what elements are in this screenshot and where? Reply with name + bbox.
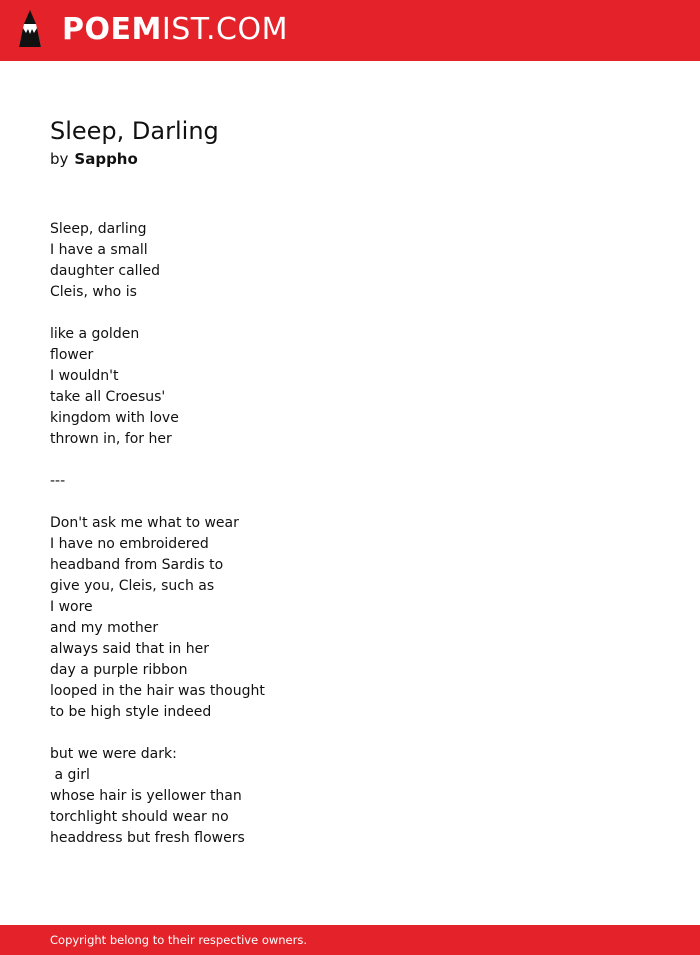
poem-line: to be high style indeed bbox=[50, 704, 212, 720]
poem-line: give you, Cleis, such as bbox=[50, 578, 215, 594]
poem-line: thrown in, for her bbox=[50, 431, 172, 447]
poem-line: I wouldn't bbox=[50, 368, 119, 384]
poem-line: torchlight should wear no bbox=[50, 809, 229, 825]
logo-bold-text: POEM bbox=[62, 12, 162, 47]
poem-line: headband from Sardis to bbox=[50, 557, 224, 573]
poem-line: and my mother bbox=[50, 620, 159, 636]
poem-line: but we were dark: bbox=[50, 746, 177, 762]
site-footer bbox=[0, 925, 700, 955]
poem-line: Don't ask me what to wear bbox=[50, 515, 239, 531]
author-name: Sappho bbox=[74, 150, 138, 168]
poem-line: looped in the hair was thought bbox=[50, 683, 265, 699]
site-header bbox=[0, 0, 700, 61]
poem-line: kingdom with love bbox=[50, 410, 179, 426]
poem-line: --- bbox=[50, 473, 66, 489]
poem-stanza bbox=[50, 219, 650, 303]
poem-line: Cleis, who is bbox=[50, 284, 137, 300]
by-label: by bbox=[50, 150, 69, 168]
poem-body bbox=[50, 219, 650, 849]
poem-line: whose hair is yellower than bbox=[50, 788, 242, 804]
poem-line: take all Croesus' bbox=[50, 389, 166, 405]
poem-line: flower bbox=[50, 347, 94, 363]
pencil-logo-icon[interactable] bbox=[17, 9, 43, 51]
poem-line: a girl bbox=[50, 767, 90, 783]
copyright-text: Copyright belong to their respective owners. bbox=[50, 933, 308, 947]
poem-stanza bbox=[50, 744, 650, 849]
poem-line: Sleep, darling bbox=[50, 221, 147, 237]
poem-line: daughter called bbox=[50, 263, 160, 279]
poem-stanza bbox=[50, 471, 650, 492]
poem-content bbox=[50, 114, 650, 870]
poem-line: I wore bbox=[50, 599, 93, 615]
poem-title: Sleep, Darling bbox=[50, 117, 219, 145]
poem-line: I have a small bbox=[50, 242, 148, 258]
poem-line: always said that in her bbox=[50, 641, 209, 657]
poem-line: day a purple ribbon bbox=[50, 662, 188, 678]
poem-line: I have no embroidered bbox=[50, 536, 209, 552]
byline bbox=[50, 148, 650, 170]
poem-stanza bbox=[50, 513, 650, 723]
poem-line: headdress but fresh flowers bbox=[50, 830, 245, 846]
logo-light-text: IST.COM bbox=[161, 12, 288, 47]
site-logo[interactable] bbox=[62, 12, 288, 48]
poem-line: like a golden bbox=[50, 326, 140, 342]
poem-stanza bbox=[50, 324, 650, 450]
